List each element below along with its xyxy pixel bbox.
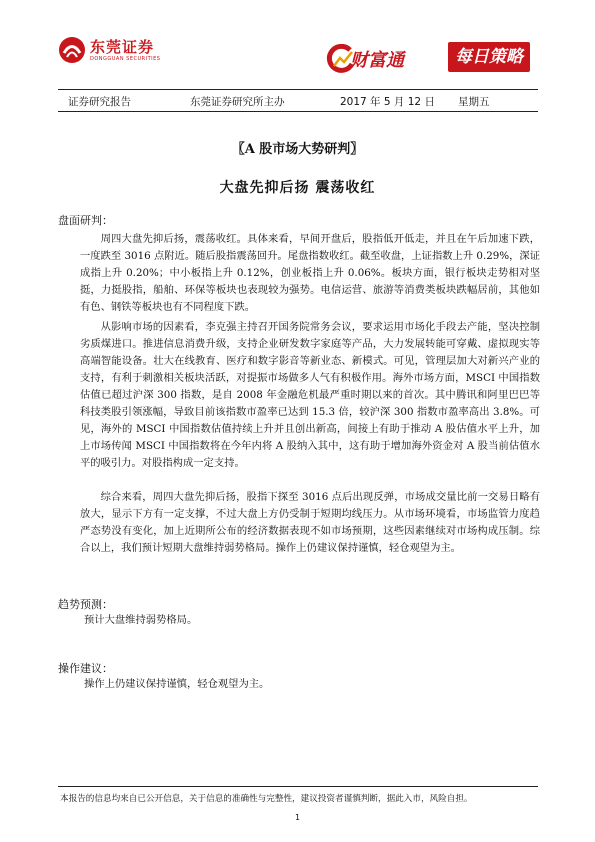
brand-name-en: DONGGUAN SECURITIES [90,56,161,62]
footer-disclaimer: 本报告的信息均来自已公开信息，关于信息的准确性与完整性，建议投资者谨慎判断，据此入市，风险自担。 [60,794,473,804]
trend-label: 趋势预测： [58,598,113,611]
advice-label: 操作建议： [58,662,113,675]
report-date: 2017 年 5 月 12 日 [340,96,435,108]
brand-name-cn: 东莞证券 [90,38,155,56]
dongguan-securities-logo [58,34,198,74]
institute: 东莞证券研究所主办 [190,96,285,108]
review-label: 盘面研判： [58,214,113,227]
caifutong-logo [326,40,548,80]
product-name: 财富通 [350,50,404,71]
section-title: 〖A 股市场大势研判〗 [231,142,364,157]
trend-text: 预计大盘维持弱势格局。 [84,614,198,626]
header-divider-bottom [58,111,538,112]
header-divider-top [58,89,538,90]
report-weekday: 星期五 [458,96,490,108]
report-type: 证券研究报告 [68,96,131,108]
review-paragraph-3: 综合来看，周四大盘先抑后扬，股指下探至 3016 点后出现反弹，市场成交量比前一交易日略有放大，显示下方有一定支撑，不过大盘上方仍受制于短期均线压力。从市场环境看，市场监管力度趋严态势没有变化，加上近期所公布的经济数据表现不如市场预期，这些因素继续对市场构成压制。综合以上，我们预计短期大盘维持弱势格局。操作上仍建议保持谨慎，轻仓观望为主。 [80,491,540,554]
dongguan-logo-icon [58,36,86,64]
advice-text: 操作上仍建议保持谨慎，轻仓观望为主。 [84,678,270,690]
main-title: 大盘先抑后扬 震荡收红 [219,180,376,196]
product-badge: 每日策略 [448,42,530,72]
review-paragraph-2: 从影响市场的因素看，李克强主持召开国务院常务会议，要求运用市场化手段去产能，坚决控制劣质煤进口。推进信息消费升级，支持企业研发数字家庭等产品，大力发展转能可穿戴、虚拟现实等高端智能设备。壮大在线教育、医疗和数字影音等新业态、新模式。可见，管理层加大对新兴产业的支持，有利于刺激相关板块活跃，对提振市场做多人气有积极作用。海外市场方面，MSCI 中国指数估值已超过沪深 300 指数，是自 2008 年金融危机最严重时期以来的首次。其中腾讯和阿里巴巴等科技类股引领涨幅，导致目前该指数市盈率已达到 15.3 倍，较沪深 300 指数市盈率高出 3.8%。可见，海外的 MSCI 中国指数估值持续上升并且创出新高，间接上有助于推动 A 股估值水平上升，加上市场传闻 MSCI 中国指数将在今年内将 A 股纳入其中，这有助于增加海外资金对 A 股当前估值水平的吸引力。对股指构成一定支持。 [80,321,540,469]
page-number: 1 [294,813,301,822]
review-paragraph-1: 周四大盘先抑后扬，震荡收红。具体来看，早间开盘后，股指低开低走，并且在午后加速下跌，一度跌至 3016 点附近。随后股指震荡回升。尾盘指数收红。截至收盘，上证指数上升 0.29%，深证成指上升 0.20%；中小板指上升 0.12%，创业板指上升 0.06%。板块方面，银行板块走势相对坚挺，力挺股指，船舶、环保等板块也表现较为强势。电信运营、旅游等消费类板块跌幅居前，其他如有色、钢铁等板块也有不同程度下跌。 [80,233,541,313]
footer-divider [58,786,538,787]
